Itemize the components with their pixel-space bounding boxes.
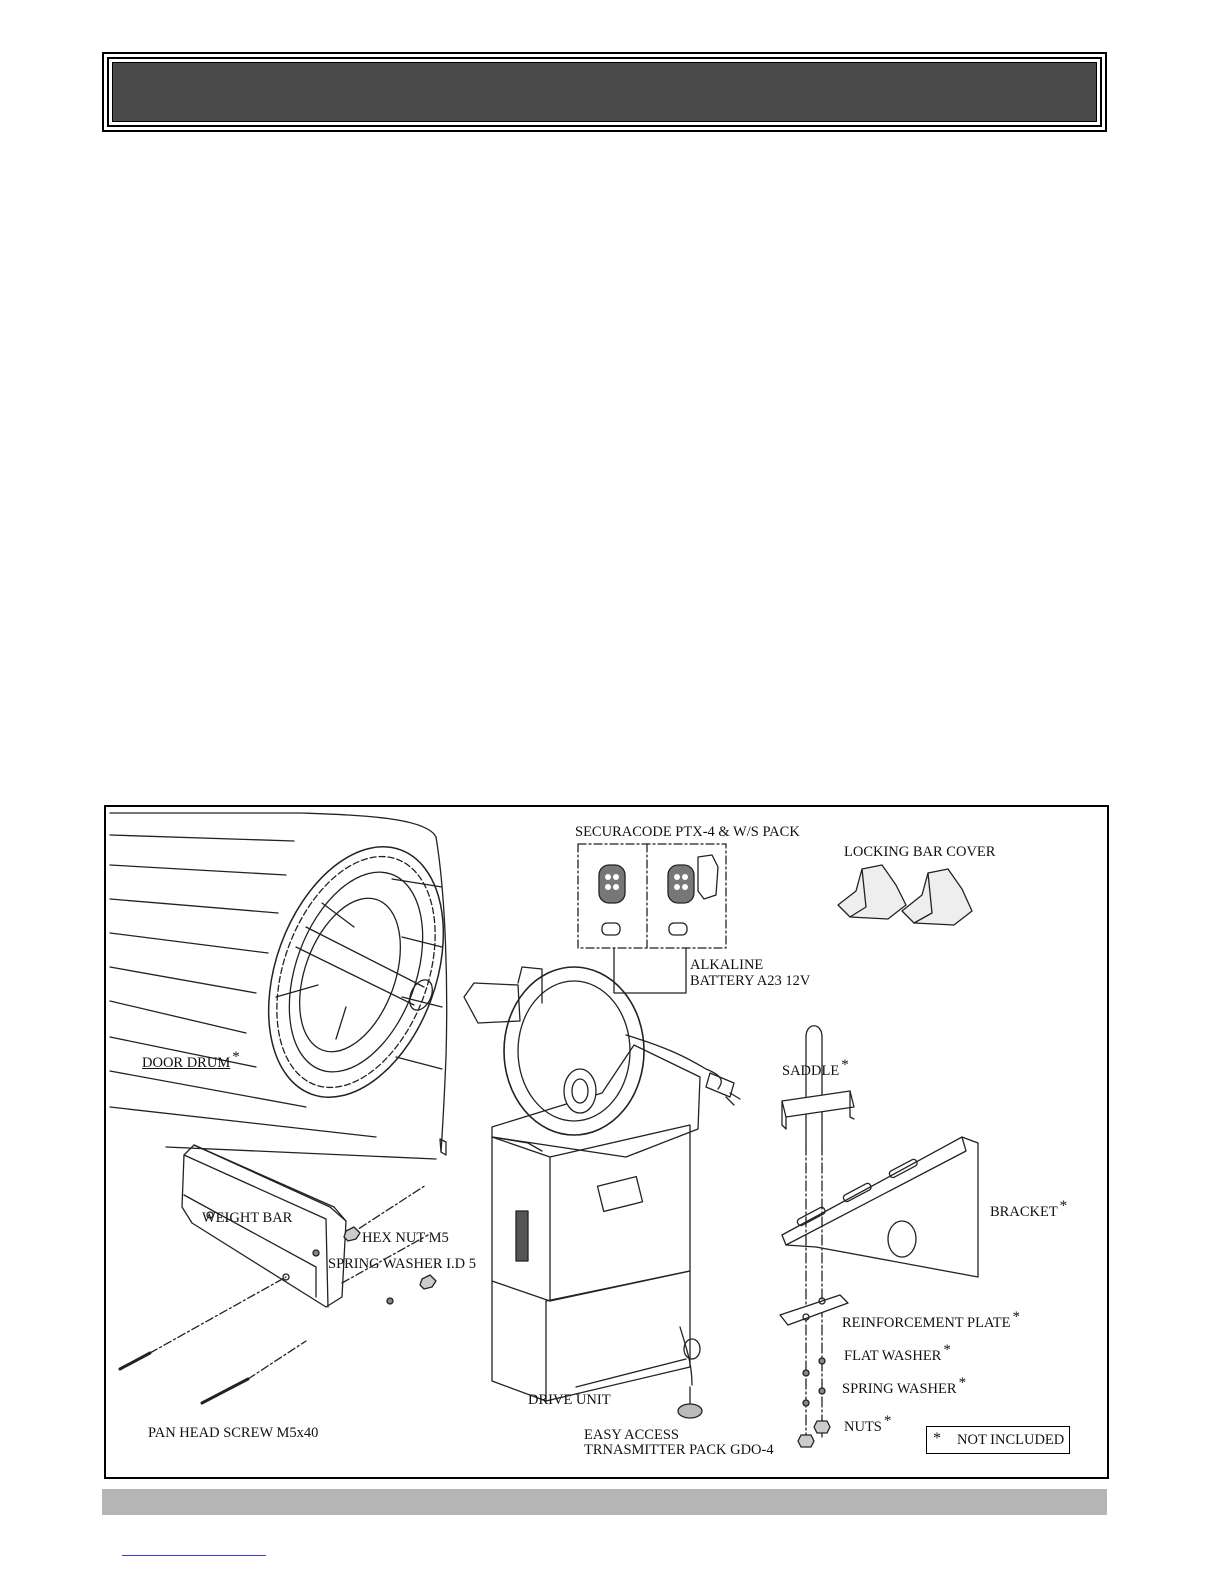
door-drum-text: DOOR DRUM [142,1055,231,1071]
drive-unit-label: DRIVE UNIT [528,1392,611,1408]
battery-label-line2: BATTERY A23 12V [690,973,811,989]
footer-link-underline[interactable] [122,1555,266,1556]
legend-symbol: * [933,1430,941,1447]
not-included-marker: * [958,1375,967,1391]
not-included-marker: * [232,1049,240,1065]
hex-nut-label: HEX NUT M5 [362,1230,449,1246]
weight-bar-label: WEIGHT BAR [202,1210,293,1226]
pan-head-screw-label: PAN HEAD SCREW M5x40 [148,1425,319,1441]
drive-unit-drawing [464,967,740,1418]
not-included-marker: * [943,1342,951,1358]
reinforcement-plate-label [842,1309,1021,1331]
locking-bar-cover-label: LOCKING BAR COVER [844,844,996,860]
spring-washer-label [842,1375,967,1397]
securacode-label: SECURACODE PTX-4 & W/S PACK [575,824,800,840]
easy-access-label-line2: TRNASMITTER PACK GDO-4 [584,1442,774,1458]
easy-access-label-line1: EASY ACCESS [584,1427,679,1443]
parts-diagram-drawing [106,807,1107,1477]
not-included-marker: * [1012,1309,1021,1325]
bracket-drawing [782,1137,978,1277]
not-included-marker: * [1059,1198,1068,1214]
header-banner [102,52,1107,132]
saddle-text: SADDLE [782,1063,840,1079]
saddle-label [782,1057,849,1079]
bracket-label [990,1198,1068,1220]
weight-bar-drawing [120,1145,436,1403]
locking-bar-cover-drawing [838,865,972,925]
flat-washer-text: FLAT WASHER [844,1348,942,1364]
bracket-text: BRACKET [990,1204,1058,1220]
reinforcement-plate-drawing [780,1295,848,1447]
legend-text: NOT INCLUDED [957,1432,1065,1448]
footer-bar [102,1489,1107,1515]
battery-label-line1: ALKALINE [690,957,764,973]
flat-washer-label [844,1342,951,1364]
parts-diagram [104,805,1109,1479]
spring-washer-text: SPRING WASHER [842,1381,957,1397]
nuts-text: NUTS [844,1419,882,1435]
header-banner-frame [107,57,1102,127]
not-included-marker: * [841,1057,849,1073]
header-banner-fill [112,62,1097,122]
nuts-label [844,1413,892,1435]
door-drum-label [142,1049,240,1071]
legend-box [926,1426,1070,1454]
door-drum-drawing [110,813,476,1159]
spring-washer-id-label: SPRING WASHER I.D 5 [328,1256,476,1272]
reinforcement-plate-text: REINFORCEMENT PLATE [842,1315,1011,1331]
not-included-marker: * [883,1413,892,1429]
